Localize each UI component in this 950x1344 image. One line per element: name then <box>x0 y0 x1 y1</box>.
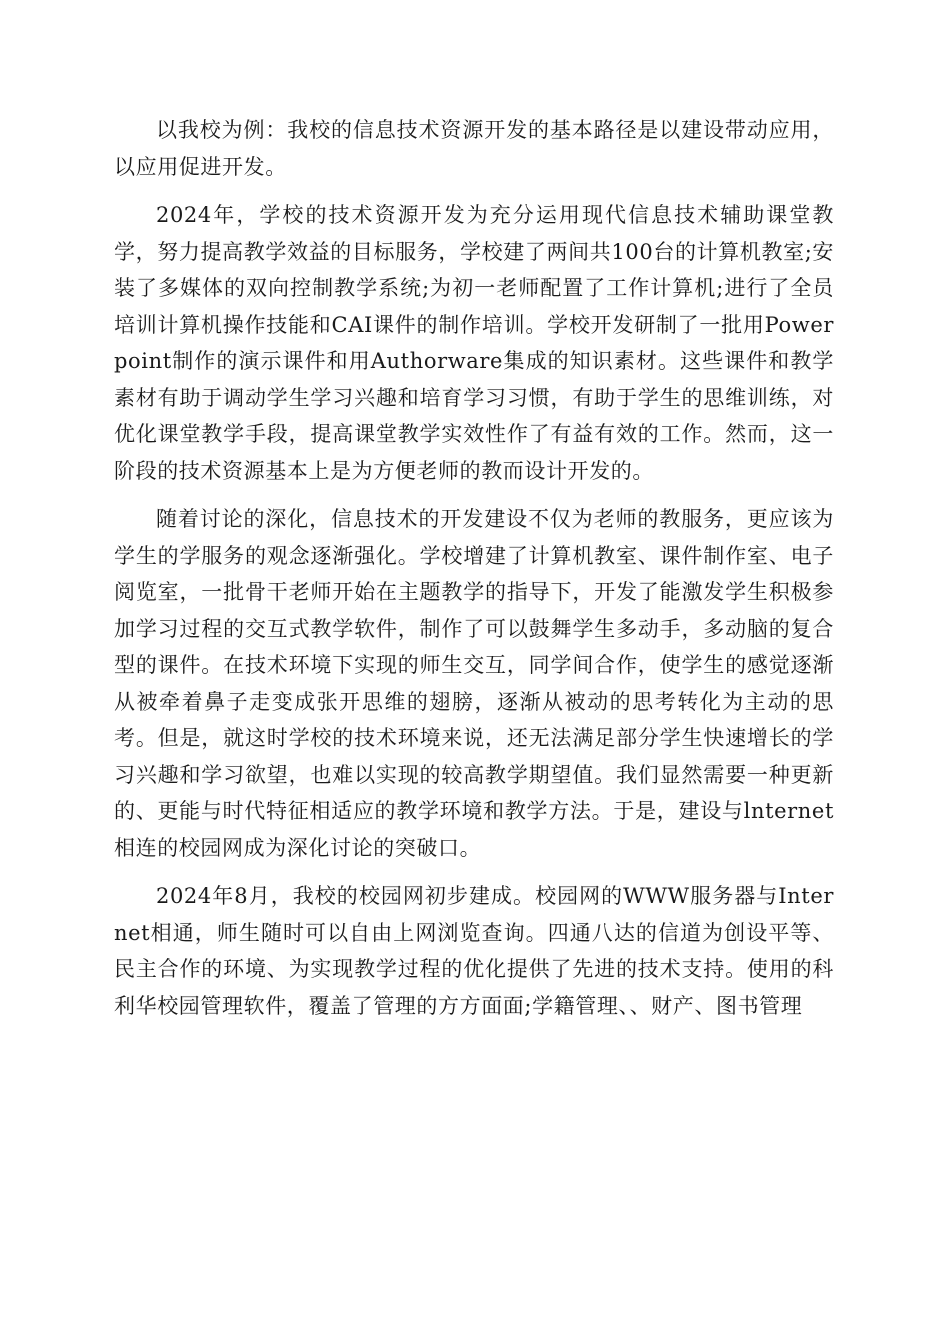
paragraph-intro: 以我校为例：我校的信息技术资源开发的基本路径是以建设带动应用，以应用促进开发。 <box>114 118 834 179</box>
document-body <box>114 112 834 1036</box>
paragraph-phase-two: 随着讨论的深化，信息技术的开发建设不仅为老师的教服务，更应该为学生的学服务的观念逐渐强化。学校增建了计算机教室、课件制作室、电子阅览室，一批骨干老师开始在主题教学的指导下，开发了能激发学生积极参加学习过程的交互式教学软件，制作了可以鼓舞学生多动手，多动脑的复合型的课件。在技术环境下实现的师生交互，同学间合作，使学生的感觉逐渐从被牵着鼻子走变成张开思维的翅膀，逐渐从被动的思考转化为主动的思考。但是，就这时学校的技术环境来说，还无法满足部分学生快速增长的学习兴趣和学习欲望，也难以实现的较高教学期望值。我们显然需要一种更新的、更能与时代特征相适应的教学环境和教学方法。于是，建设与lnternet相连的校园网成为深化讨论的突破口。 <box>114 507 834 860</box>
paragraph-campus-network: 2024年8月，我校的校园网初步建成。校园网的WWW服务器与Internet相通，师生随时可以自由上网浏览查询。四通八达的信道为创设平等、民主合作的环境、为实现教学过程的优化提供了先进的技术支持。使用的科利华校园管理软件，覆盖了管理的方方面面;学籍管理、、财产、图书管理 <box>114 884 834 1018</box>
paragraph-phase-one: 2024年，学校的技术资源开发为充分运用现代信息技术辅助课堂教学，努力提高教学效益的目标服务，学校建了两间共100台的计算机教室;安装了多媒体的双向控制教学系统;为初一老师配置了工作计算机;进行了全员培训计算机操作技能和CAI课件的制作培训。学校开发研制了一批用Powerpoint制作的演示课件和用Authorware集成的知识素材。这些课件和教学素材有助于调动学生学习兴趣和培育学习习惯，有助于学生的思维训练，对优化课堂教学手段，提高课堂教学实效性作了有益有效的工作。然而，这一阶段的技术资源基本上是为方便老师的教而设计开发的。 <box>114 203 834 483</box>
